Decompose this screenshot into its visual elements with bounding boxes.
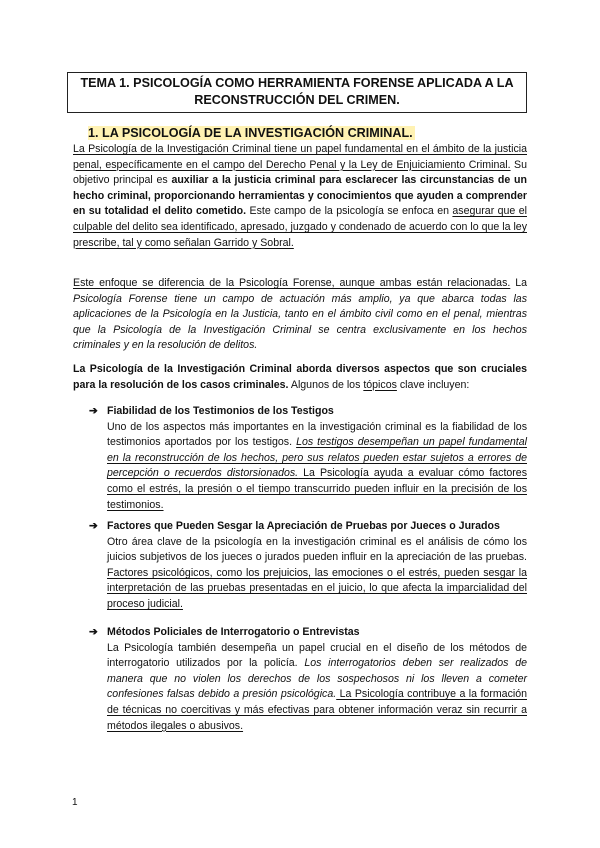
- chapter-title-line-1: TEMA 1. PSICOLOGÍA COMO HERRAMIENTA FORENSE APLICADA A LA: [80, 76, 514, 90]
- p3-underlined-topicos: tópicos: [363, 378, 397, 391]
- bullet-body: [107, 420, 527, 514]
- bullet-italic: Los interrogatorios deben ser realizados de manera que no violen los derechos de los sospechosos ni los lleven a cometer confesiones falsas debido a presión psicológica.: [107, 657, 527, 701]
- paragraph-1: [73, 142, 527, 251]
- p3-text: Algunos de los: [288, 378, 364, 391]
- arrow-icon: ➔: [89, 405, 98, 417]
- bullet-body: [107, 641, 527, 735]
- p1-bold-objective: auxiliar a la justicia criminal para esclarecer las circunstancias de un hecho criminal, proporcionando herramientas y conocimientos que ayuden a comprender en su totalidad el delito cometido.: [73, 174, 527, 218]
- section-heading-text: 1. LA PSICOLOGÍA DE LA INVESTIGACIÓN CRIMINAL.: [88, 126, 413, 140]
- arrow-icon: ➔: [89, 520, 98, 532]
- bullet-text: Uno de los aspectos más importantes en la investigación criminal es la fiabilidad de los testimonios aportados por los testigos.: [107, 420, 527, 449]
- bullet-underlined: La Psicología ayuda a evaluar cómo factores como el estrés, la presión o el tiempo transcurrido pueden influir en la precisión de los testimonios.: [107, 467, 527, 511]
- section-heading: [88, 124, 415, 143]
- bullet-title: Factores que Pueden Sesgar la Apreciación de Pruebas por Jueces o Jurados: [107, 520, 500, 532]
- paragraph-3: [73, 362, 527, 393]
- p1-underlined-goal: asegurar que el culpable del delito sea identificado, apresado, juzgado y condenado de acuerdo con lo que la ley prescribe, tal y como señalan Garrido y Sobral.: [73, 205, 527, 249]
- bullet-item: [89, 625, 527, 734]
- chapter-title-box: [67, 72, 527, 113]
- bullet-title: Fiabilidad de los Testimonios de los Testigos: [107, 405, 334, 417]
- bullet-item: [89, 404, 527, 513]
- arrow-icon: ➔: [89, 626, 98, 638]
- bullet-italic-underlined: Los testigos desempeñan un papel fundamental en la reconstrucción de los hechos, pero sus relatos pueden estar sujetos a errores de percepción o recuerdos distorsionados.: [107, 436, 527, 480]
- bullet-text: La Psicología también desempeña un papel crucial en el diseño de los métodos de interrogatorio utilizados por la policía.: [107, 641, 527, 670]
- p1-text: Su objetivo principal es: [73, 158, 527, 187]
- bullet-text: Otro área clave de la psicología en la investigación criminal es el análisis de cómo los juicios subjetivos de los jueces o jurados pueden influir en la apreciación de las pruebas.: [107, 535, 527, 564]
- bullet-underlined: Factores psicológicos, como los prejuicios, las emociones o el estrés, pueden sesgar la interpretación de las pruebas presentadas en el juicio, lo que afecta la imparcialidad del proceso judicial.: [107, 566, 527, 610]
- p1-text-2: Este campo de la psicología se enfoca en: [246, 205, 453, 218]
- bullet-item: [89, 519, 527, 613]
- bullet-title: Métodos Policiales de Interrogatorio o Entrevistas: [107, 626, 360, 638]
- p1-underlined-intro: La Psicología de la Investigación Criminal tiene un papel fundamental en el ámbito de la justicia penal, específicamente en el campo del Derecho Penal y la Ley de Enjuiciamiento Criminal.: [73, 143, 527, 171]
- chapter-title-line-2: RECONSTRUCCIÓN DEL CRIMEN.: [194, 93, 400, 107]
- bullet-underlined: La Psicología contribuye a la formación de técnicas no coercitivas y más efectivas para obtener información veraz sin recurrir a métodos ilegales o abusivos.: [107, 688, 527, 732]
- p2-underlined: Este enfoque se diferencia de la Psicología Forense, aunque ambas están relacionadas.: [73, 277, 511, 289]
- paragraph-2: [73, 276, 527, 354]
- p2-text: La: [510, 277, 527, 289]
- p2-italic: Psicología Forense tiene un campo de actuación más amplio, ya que abarca todas las aplicaciones de la Psicología en la Justicia, tanto en el ámbito civil como en el penal, mientras que la Psicología de la Investigación Criminal se centra exclusivamente en los hechos criminales y en la resolución de delitos.: [73, 292, 527, 352]
- bullet-body: [107, 535, 527, 613]
- p3-text-2: clave incluyen:: [396, 378, 470, 391]
- p3-bold: La Psicología de la Investigación Criminal aborda diversos aspectos que son cruciales para la resolución de los casos criminales.: [73, 363, 527, 391]
- page-number: 1: [72, 797, 78, 808]
